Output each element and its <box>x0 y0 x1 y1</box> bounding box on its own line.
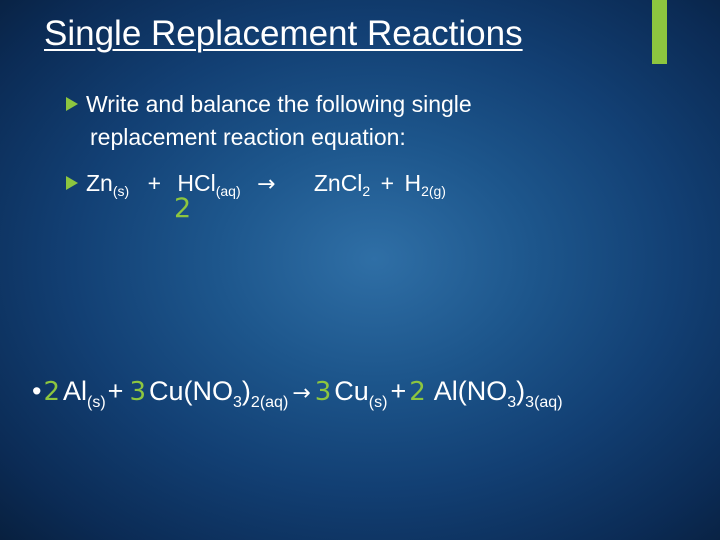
eq2-reactant2-close: ) <box>241 376 251 406</box>
eq1-reactant1: Zn <box>86 170 113 196</box>
eq2-coef-2: 3 <box>129 377 146 407</box>
slide-title: Single Replacement Reactions <box>44 14 523 53</box>
eq1-plus-2: + <box>380 170 395 196</box>
instruction-line-2: replacement reaction equation: <box>90 124 406 150</box>
equation-2 <box>32 376 563 412</box>
instruction-bullet <box>66 88 626 154</box>
accent-bar <box>652 0 667 64</box>
eq2-product2-close: ) <box>516 376 526 406</box>
eq1-reactant2: HCl <box>177 170 216 196</box>
eq2-reactant2-sub: 3 <box>233 394 242 411</box>
eq2-product1: Cu <box>334 376 369 406</box>
eq1-product2-sub: 2(g) <box>421 183 446 199</box>
eq1-reactant1-state: (s) <box>112 183 130 199</box>
eq2-plus-2: + <box>390 376 407 406</box>
eq1-product2: H <box>404 170 422 196</box>
equation-1 <box>66 167 446 208</box>
eq1-product1-sub: 2 <box>362 183 371 199</box>
eq2-coef-1: 2 <box>43 377 60 407</box>
eq2-product2-state: 3(aq) <box>525 394 563 411</box>
eq1-reactant2-state: (aq) <box>215 183 241 199</box>
eq1-arrow-icon: → <box>257 172 276 197</box>
triangle-bullet-icon <box>66 176 78 190</box>
eq2-arrow-icon: → <box>292 381 311 406</box>
instruction-line-1: Write and balance the following single <box>86 91 472 117</box>
handwritten-coefficient: 2 <box>174 193 192 224</box>
eq2-product2-sub: 3 <box>507 394 517 411</box>
eq2-reactant2: Cu(NO <box>149 376 234 406</box>
eq2-plus-1: + <box>107 376 124 406</box>
eq1-plus-1: + <box>147 170 161 196</box>
eq1-product1: ZnCl <box>313 170 363 196</box>
eq2-product1-state: (s) <box>368 394 388 411</box>
eq2-bullet: • <box>32 376 42 406</box>
eq2-reactant1-state: (s) <box>87 394 106 411</box>
triangle-bullet-icon <box>66 97 78 111</box>
eq2-coef-3: 3 <box>314 377 332 407</box>
eq2-product2: Al(NO <box>433 376 508 406</box>
eq2-reactant2-state: 2(aq) <box>250 394 289 411</box>
eq2-reactant1: Al <box>63 376 88 406</box>
eq2-coef-4: 2 <box>409 377 426 407</box>
